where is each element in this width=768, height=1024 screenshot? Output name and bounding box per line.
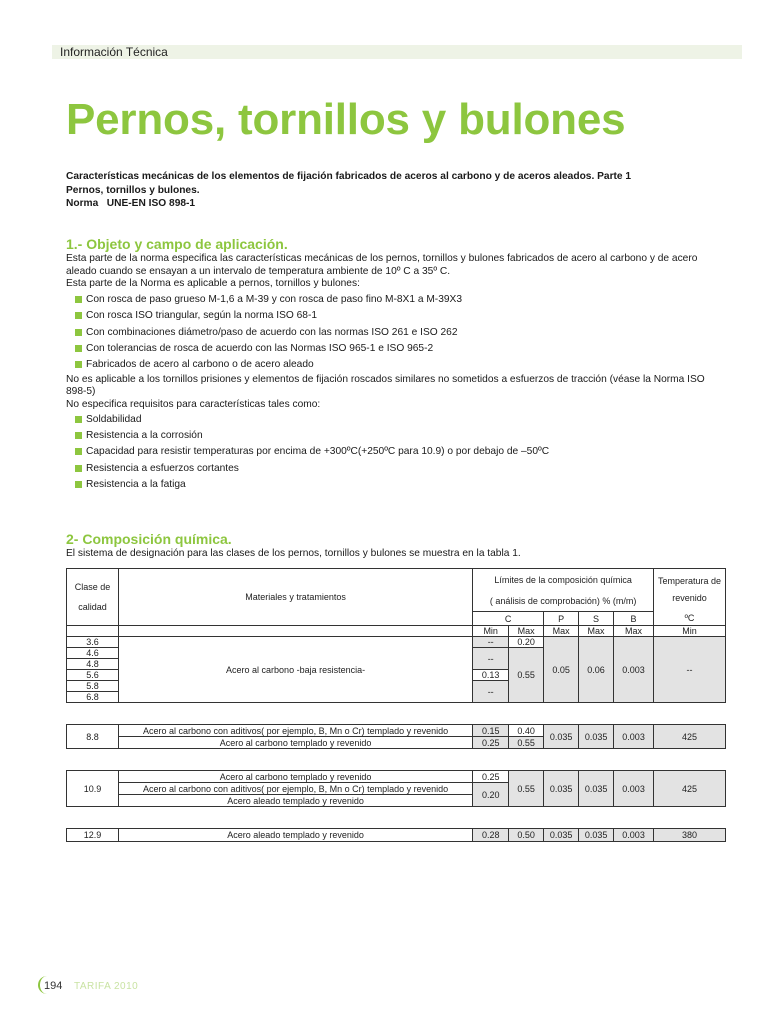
list-item: Resistencia a la corrosión xyxy=(66,428,726,444)
header-analisis: ( análisis de comprobación) % (m/m) xyxy=(473,590,654,612)
bullet-square-icon xyxy=(75,448,82,455)
cmin-cell: 0.13 xyxy=(473,670,509,681)
header-p: P xyxy=(544,612,579,626)
temp-cell: 425 xyxy=(654,725,726,749)
p-cell: 0.035 xyxy=(544,829,579,842)
class-cell: 5.8 xyxy=(67,681,119,692)
cmax-cell: 0.55 xyxy=(509,737,544,749)
material-cell: Acero al carbono templado y revenido xyxy=(118,737,472,749)
list-item: Soldabilidad xyxy=(66,412,726,428)
temp-cell: 425 xyxy=(654,771,726,807)
intro-line-2: Pernos, tornillos y bulones. xyxy=(66,184,200,196)
cmax-cell: 0.20 xyxy=(509,637,544,648)
cmin-cell: 0.28 xyxy=(473,829,509,842)
header-p-max: Max xyxy=(544,626,579,637)
header-c: C xyxy=(473,612,544,626)
section2-heading: 2- Composición química. xyxy=(66,531,232,547)
header-temp-min: Min xyxy=(653,626,725,637)
list-item: Con combinaciones diámetro/paso de acuerdo con las normas ISO 261 e ISO 262 xyxy=(66,325,726,341)
header-temperatura: Temperatura de revenido xyxy=(653,569,725,612)
bullet-square-icon xyxy=(75,432,82,439)
bullet-square-icon xyxy=(75,312,82,319)
section1-p1: Esta parte de la norma especifica las características mecánicas de los pernos, tornillos y bulones fabricados de acero al carbono y de acero aleado cuando se ensayan a un intervalo de temperatura ambiente de 10º C a 35º C. xyxy=(66,253,698,277)
cmin-cell: 0.15 xyxy=(473,725,509,737)
bullet-square-icon xyxy=(75,481,82,488)
temp-cell: 380 xyxy=(654,829,726,842)
class-cell: 8.8 xyxy=(67,725,119,749)
header-s-max: Max xyxy=(579,626,614,637)
footer-brand: TARIFA 2010 xyxy=(74,981,139,992)
cmax-cell: 0.55 xyxy=(509,771,544,807)
list-item: Con tolerancias de rosca de acuerdo con las Normas ISO 965-1 e ISO 965-2 xyxy=(66,341,726,357)
cmin-cell: -- xyxy=(473,681,509,703)
b-cell: 0.003 xyxy=(614,829,654,842)
composition-table-10-9 xyxy=(66,770,726,807)
material-cell: Acero al carbono templado y revenido xyxy=(118,771,472,783)
bullet-square-icon xyxy=(75,345,82,352)
list-item: Con rosca ISO triangular, según la norma ISO 68-1 xyxy=(66,308,726,324)
class-cell: 4.6 xyxy=(67,648,119,659)
list-item: Resistencia a esfuerzos cortantes xyxy=(66,461,726,477)
cmin-cell: -- xyxy=(473,648,509,670)
section2-p1: El sistema de designación para las clases de los pernos, tornillos y bulones se muestra en la tabla 1. xyxy=(66,548,521,559)
s-cell: 0.035 xyxy=(579,829,614,842)
page-number: 194 xyxy=(44,980,63,992)
section1-p3: No es aplicable a los tornillos prisiones y elementos de fijación roscados similares no sometidos a esfuerzos de tracción (véase la Norma ISO 898-5) xyxy=(66,373,705,398)
header-degc: ºC xyxy=(653,612,725,626)
cmax-cell: 0.40 xyxy=(509,725,544,737)
header-clase: Clase de calidad xyxy=(67,569,119,626)
p-cell: 0.05 xyxy=(544,637,579,703)
section1-body xyxy=(66,253,726,493)
intro xyxy=(66,170,726,211)
composition-table-12-9 xyxy=(66,828,726,842)
s-cell: 0.035 xyxy=(579,725,614,749)
class-cell: 12.9 xyxy=(67,829,119,842)
bullet-square-icon xyxy=(75,296,82,303)
header-b-max: Max xyxy=(614,626,654,637)
material-cell: Acero aleado templado y revenido xyxy=(118,829,472,842)
applies-list xyxy=(66,292,726,374)
bullet-square-icon xyxy=(75,329,82,336)
cmin-cell: 0.25 xyxy=(473,771,509,783)
cmin-cell: -- xyxy=(473,637,509,648)
page-title: Pernos, tornillos y bulones xyxy=(66,95,626,144)
class-cell: 3.6 xyxy=(67,637,119,648)
list-item: Resistencia a la fatiga xyxy=(66,477,726,493)
b-cell: 0.003 xyxy=(614,771,654,807)
section-label: Información Técnica xyxy=(60,45,168,59)
material-cell: Acero al carbono con aditivos( por ejemplo, B, Mn o Cr) templado y revenido xyxy=(118,725,472,737)
bullet-square-icon xyxy=(75,465,82,472)
header-s: S xyxy=(579,612,614,626)
b-cell: 0.003 xyxy=(614,637,654,703)
s-cell: 0.06 xyxy=(579,637,614,703)
list-item: Con rosca de paso grueso M-1,6 a M-39 y con rosca de paso fino M-8X1 a M-39X3 xyxy=(66,292,726,308)
composition-table-low xyxy=(66,568,726,703)
header-c-max: Max xyxy=(509,626,544,637)
bullet-square-icon xyxy=(75,361,82,368)
class-cell: 10.9 xyxy=(67,771,119,807)
composition-table-8-8 xyxy=(66,724,726,749)
list-item: Fabricados de acero al carbono o de acero aleado xyxy=(66,357,726,373)
cmax-cell: 0.50 xyxy=(509,829,544,842)
intro-line-3: Norma UNE-EN ISO 898-1 xyxy=(66,198,196,209)
excludes-list xyxy=(66,412,726,494)
cmin-cell: 0.20 xyxy=(473,783,509,807)
p-cell: 0.035 xyxy=(544,771,579,807)
section1-heading: 1.- Objeto y campo de aplicación. xyxy=(66,236,288,252)
class-cell: 4.8 xyxy=(67,659,119,670)
material-cell: Acero aleado templado y revenido xyxy=(118,795,472,807)
s-cell: 0.035 xyxy=(579,771,614,807)
section1-p4: No especifica requisitos para características tales como: xyxy=(66,398,321,410)
header-limites: Límites de la composición química xyxy=(473,569,654,591)
header-b: B xyxy=(614,612,654,626)
class-cell: 6.8 xyxy=(67,692,119,703)
material-cell: Acero al carbono con aditivos( por ejemplo, B, Mn o Cr) templado y revenido xyxy=(118,783,472,795)
temp-cell: -- xyxy=(653,637,725,703)
cmax-cell: 0.55 xyxy=(509,648,544,703)
list-item: Capacidad para resistir temperaturas por encima de +300ºC(+250ºC para 10.9) o por debajo de –50ºC xyxy=(66,444,726,460)
bullet-square-icon xyxy=(75,416,82,423)
material-low: Acero al carbono -baja resistencia- xyxy=(118,637,472,703)
p-cell: 0.035 xyxy=(544,725,579,749)
class-cell: 5.6 xyxy=(67,670,119,681)
header-c-min: Min xyxy=(473,626,509,637)
cmin-cell: 0.25 xyxy=(473,737,509,749)
section1-p2: Esta parte de la Norma es aplicable a pernos, tornillos y bulones: xyxy=(66,278,360,290)
header-materiales: Materiales y tratamientos xyxy=(118,569,472,626)
intro-line-1: Características mecánicas de los elementos de fijación fabricados de aceros al carbono y de aceros aleados. Parte 1 xyxy=(66,171,632,182)
b-cell: 0.003 xyxy=(614,725,654,749)
